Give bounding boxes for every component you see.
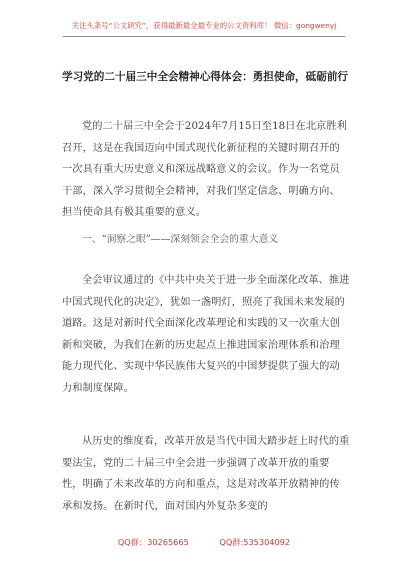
paragraph-history: 从历史的维度看，改革开放是当代中国大踏步赶上时代的重要法宝，党的二十届三中全会进一步强调了改革开放的重要性，明确了未来改革的方向和重点，这是对改革开放精神的传承和发扬。在新时代，面对国内外复杂多变的 <box>62 436 350 512</box>
header-promo-text: 关注头条号“公文研究”，获得最新最全最专业的公文资料库！ 微信：gongwenyj <box>71 21 337 30</box>
paragraph-decision: 全会审议通过的《中共中央关于进一步全面深化改革、推进中国式现代化的决定》，犹如一盏明灯，照亮了我国未来发展的道路。这是对新时代全面深化改革理论和实践的又一次重大创新和突破，为我们在新的历史起点上推进国家治理体系和治理能力现代化、实现中华民族伟大复兴的中国梦提供了强大的动力和制度保障。 <box>62 275 350 394</box>
footer-qq-group-2: QQ群:535304092 <box>219 537 291 547</box>
header-divider <box>63 36 345 37</box>
footer-contact <box>0 537 408 548</box>
document-title: 学习党的二十届三中全会精神心得体会：勇担使命，砥砺前行 <box>61 71 349 83</box>
footer-qq-group-1: QQ群：30265665 <box>117 537 189 547</box>
section-heading-1: 一、“洞察之眼”——深刻领会全会的重大意义 <box>82 234 279 245</box>
paragraph-intro: 党的二十届三中全会于2024年7月15日至18日在北京胜利召开，这是在我国迈向中国式现代化新征程的关键时期召开的一次具有重大历史意义和深远战略意义的会议。作为一名党员干部，深入学习贯彻全会精神，对我们坚定信念、明确方向、担当使命具有极其重要的意义。 <box>62 121 347 218</box>
